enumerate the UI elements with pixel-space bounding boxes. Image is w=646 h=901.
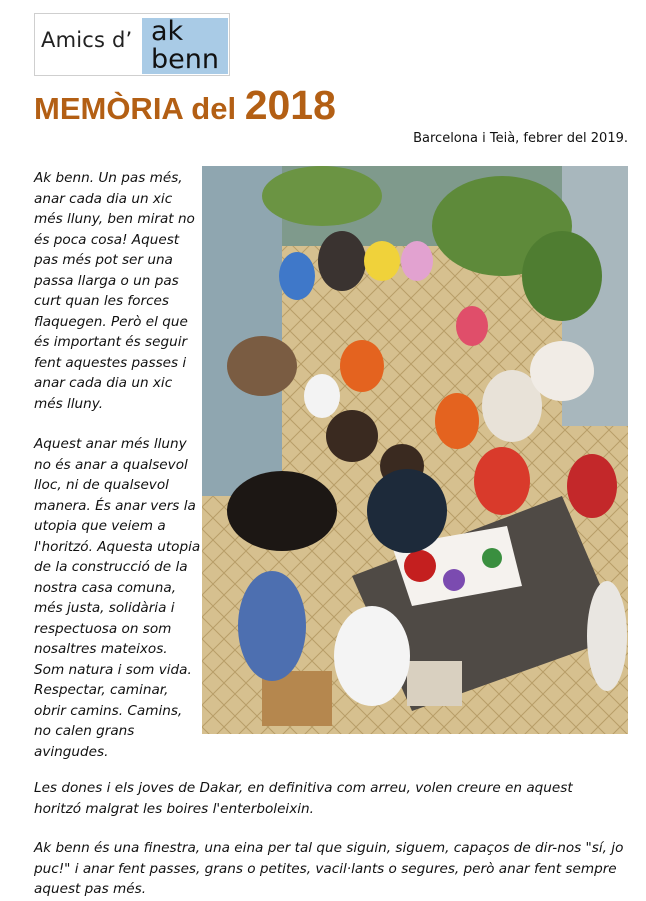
- paragraph-2: Aquest anar més lluny no és anar a qualsevol lloc, ni de qualsevol manera. És anar vers la utopia que veiem a l'horitzó. Aquesta utopia de la construcció de la nostra casa comuna, més justa, solidària i respectuosa on som nosaltres mateixos. Som natura i som vida. Respectar, caminar, obrir camins. Camins, no calen grans avingudes.: [34, 436, 201, 760]
- place-date: Barcelona i Teià, febrer del 2019.: [413, 131, 628, 146]
- logo-text-amics: Amics d’: [41, 28, 133, 52]
- children-workshop-photo: [202, 166, 628, 734]
- paragraph-4: Ak benn és una finestra, una eina per tal que siguin, siguem, capaços de dir-nos "sí, jo puc!" i anar fent passes, grans o petites, vacil·lants o segures, però anar fent sempre aquest pas més.: [34, 840, 624, 897]
- logo-text-benn: benn: [151, 44, 219, 75]
- logo: [34, 13, 230, 76]
- paragraph-3: Les dones i els joves de Dakar, en definitiva com arreu, volen creure en aquest horitzó malgrat les boires l'enterboleixin.: [34, 780, 573, 817]
- left-column: [34, 168, 202, 782]
- photo-illustration: [202, 166, 628, 734]
- page-title: [34, 82, 336, 129]
- title-text: MEMÒRIA del: [34, 91, 237, 126]
- logo-text-ak: ak: [151, 16, 184, 47]
- paragraph-1: Ak benn. Un pas més, anar cada dia un xic més lluny, ben mirat no és poca cosa! Aquest pas més pot ser una passa llarga o un pas curt quan les forces flaquegen. Però el que és important és seguir fent aquestes passes i anar cada dia un xic més lluny.: [34, 170, 195, 412]
- title-year: 2018: [244, 82, 336, 128]
